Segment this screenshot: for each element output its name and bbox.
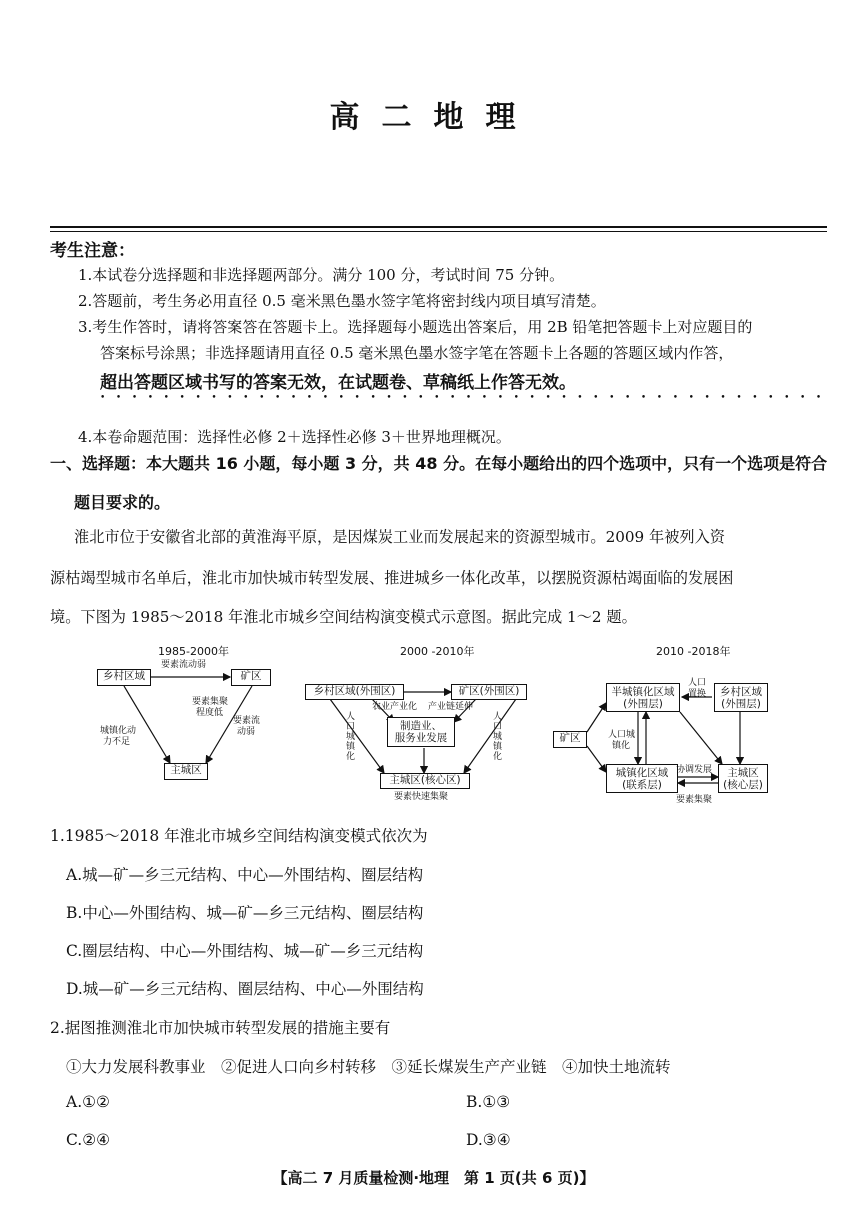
d2-label-chain: 产业链延伸 — [428, 702, 474, 712]
d2-center-box — [387, 717, 455, 747]
q1-option-c: C.圈层结构、中心—外围结构、城—矿—乡三元结构 — [66, 942, 424, 960]
question-2-stem: 2.据图推测淮北市加快城市转型发展的措施主要有 — [50, 1019, 391, 1037]
d2-label-left: 人口城镇化 — [346, 712, 356, 762]
d2-mine-box: 矿区(外围区) — [451, 684, 527, 700]
d2-main-box: 主城区(核心区) — [380, 773, 470, 789]
q2-option-b: B.①③ — [466, 1093, 511, 1111]
notice-item-2: 2.答题前，考生务必用直径 0.5 毫米黑色墨水签字笔将密封线内项目填写清楚。 — [78, 292, 606, 310]
d2-center-line2: 服务业发展 — [394, 732, 448, 744]
d3-main-line2: (核心层) — [723, 779, 763, 791]
page-footer: 【高二 7 月质量检测·地理 第 1 页(共 6 页)】 — [272, 1169, 595, 1187]
q1-option-a: A.城—矿—乡三元结构、中心—外围结构、圈层结构 — [66, 866, 424, 884]
d3-label-urb2: 镇化 — [612, 741, 631, 751]
d3-town-line2: (联系层) — [622, 779, 662, 791]
d3-label-pop2: 置换 — [688, 689, 707, 699]
passage-line-1: 淮北市位于安徽省北部的黄淮海平原，是因煤炭工业而发展起来的资源型城市。2009 年被列入资 — [74, 528, 725, 546]
question-1-stem: 1.1985～2018 年淮北市城乡空间结构演变模式依次为 — [50, 827, 428, 845]
d2-center-line1: 制造业、 — [400, 720, 442, 732]
page-title: 高二地理 — [329, 100, 538, 135]
d1-rural-box: 乡村区域 — [97, 669, 151, 686]
q2-option-c: C.②④ — [66, 1131, 111, 1149]
d3-semi-line2: (外围层) — [623, 698, 663, 710]
notice-item-1: 1.本试卷分选择题和非选择题两部分。满分 100 分，考试时间 75 分钟。 — [78, 266, 565, 284]
d2-label-agri: 农业产业化 — [372, 702, 418, 712]
passage-line-3: 境。下图为 1985～2018 年淮北市城乡空间结构演变模式示意图。据此完成 1～2 题。 — [50, 608, 637, 626]
d2-label-right: 人口城镇化 — [493, 712, 503, 762]
emphasis-dots: •••••••••••••••••••••••••••••••••••••••••••••• — [100, 393, 832, 403]
notice-heading: 考生注意： — [50, 241, 135, 261]
q2-option-a: A.①② — [66, 1093, 110, 1111]
d3-semi-box — [606, 683, 680, 712]
d1-label-r3: 要素流 — [233, 716, 261, 726]
d3-label-bottom: 要素集聚 — [676, 795, 713, 805]
d1-label-l1: 城镇化动 — [100, 726, 137, 736]
d3-semi-line1: 半城镇化区域 — [611, 686, 675, 698]
d3-main-line1: 主城区 — [727, 767, 759, 779]
section-heading: 一、选择题：本大题共 16 小题，每小题 3 分，共 48 分。在每小题给出的四个选项中，只有一个选项是符合 — [50, 454, 828, 473]
q1-option-b: B.中心—外围结构、城—矿—乡三元结构、圈层结构 — [66, 904, 424, 922]
d3-rural-line1: 乡村区域 — [720, 686, 762, 698]
passage-line-2: 源枯竭型城市名单后，淮北市加快城市转型发展、推进城乡一体化改革，以摆脱资源枯竭面临的发展困 — [50, 569, 734, 587]
d1-mine-box: 矿区 — [231, 669, 271, 686]
d2-label-bottom: 要素快速集聚 — [394, 792, 449, 802]
q2-statements: ①大力发展科教事业 ②促进人口向乡村转移 ③延长煤炭生产产业链 ④加快土地流转 — [66, 1058, 671, 1076]
q2-option-d: D.③④ — [466, 1131, 511, 1149]
diagram3-title: 2010 -2018年 — [656, 645, 731, 658]
d3-mine-box: 矿区 — [553, 731, 587, 748]
d3-rural-box — [714, 683, 768, 712]
d1-label-r2: 程度低 — [196, 708, 224, 718]
d3-label-coord: 协调发展 — [676, 765, 713, 775]
d3-rural-line2: (外围层) — [721, 698, 761, 710]
d1-label-l2: 力不足 — [103, 737, 131, 747]
d3-label-pop1: 人口 — [688, 678, 707, 688]
d3-main-box — [718, 764, 768, 793]
d3-town-line1: 城镇化区域 — [615, 767, 669, 779]
d1-label-r4: 动弱 — [237, 727, 256, 737]
d2-rural-box: 乡村区域(外围区) — [305, 684, 404, 700]
notice-emphasis: 超出答题区域书写的答案无效，在试题卷、草稿纸上作答无效。 — [100, 373, 576, 393]
d3-town-box — [606, 764, 678, 793]
notice-item-3: 3.考生作答时，请将答案答在答题卡上。选择题每小题选出答案后，用 2B 铅笔把答题卡上对应题目的 — [78, 318, 753, 336]
d1-label-r1: 要素集聚 — [192, 697, 229, 707]
diagram2-title: 2000 -2010年 — [400, 645, 475, 658]
d1-main-box: 主城区 — [164, 763, 208, 780]
d1-label-top: 要素流动弱 — [161, 660, 207, 670]
diagram1-title: 1985-2000年 — [158, 645, 229, 658]
notice-item-4: 4.本卷命题范围：选择性必修 2＋选择性必修 3＋世界地理概况。 — [78, 428, 511, 446]
q1-option-d: D.城—矿—乡三元结构、圈层结构、中心—外围结构 — [66, 980, 424, 998]
notice-item-3-cont: 答案标号涂黑；非选择题请用直径 0.5 毫米黑色墨水签字笔在答题卡上各题的答题区域内作答， — [100, 344, 734, 362]
d3-label-urb1: 人口城 — [608, 730, 636, 740]
section-heading-cont: 题目要求的。 — [74, 493, 171, 512]
